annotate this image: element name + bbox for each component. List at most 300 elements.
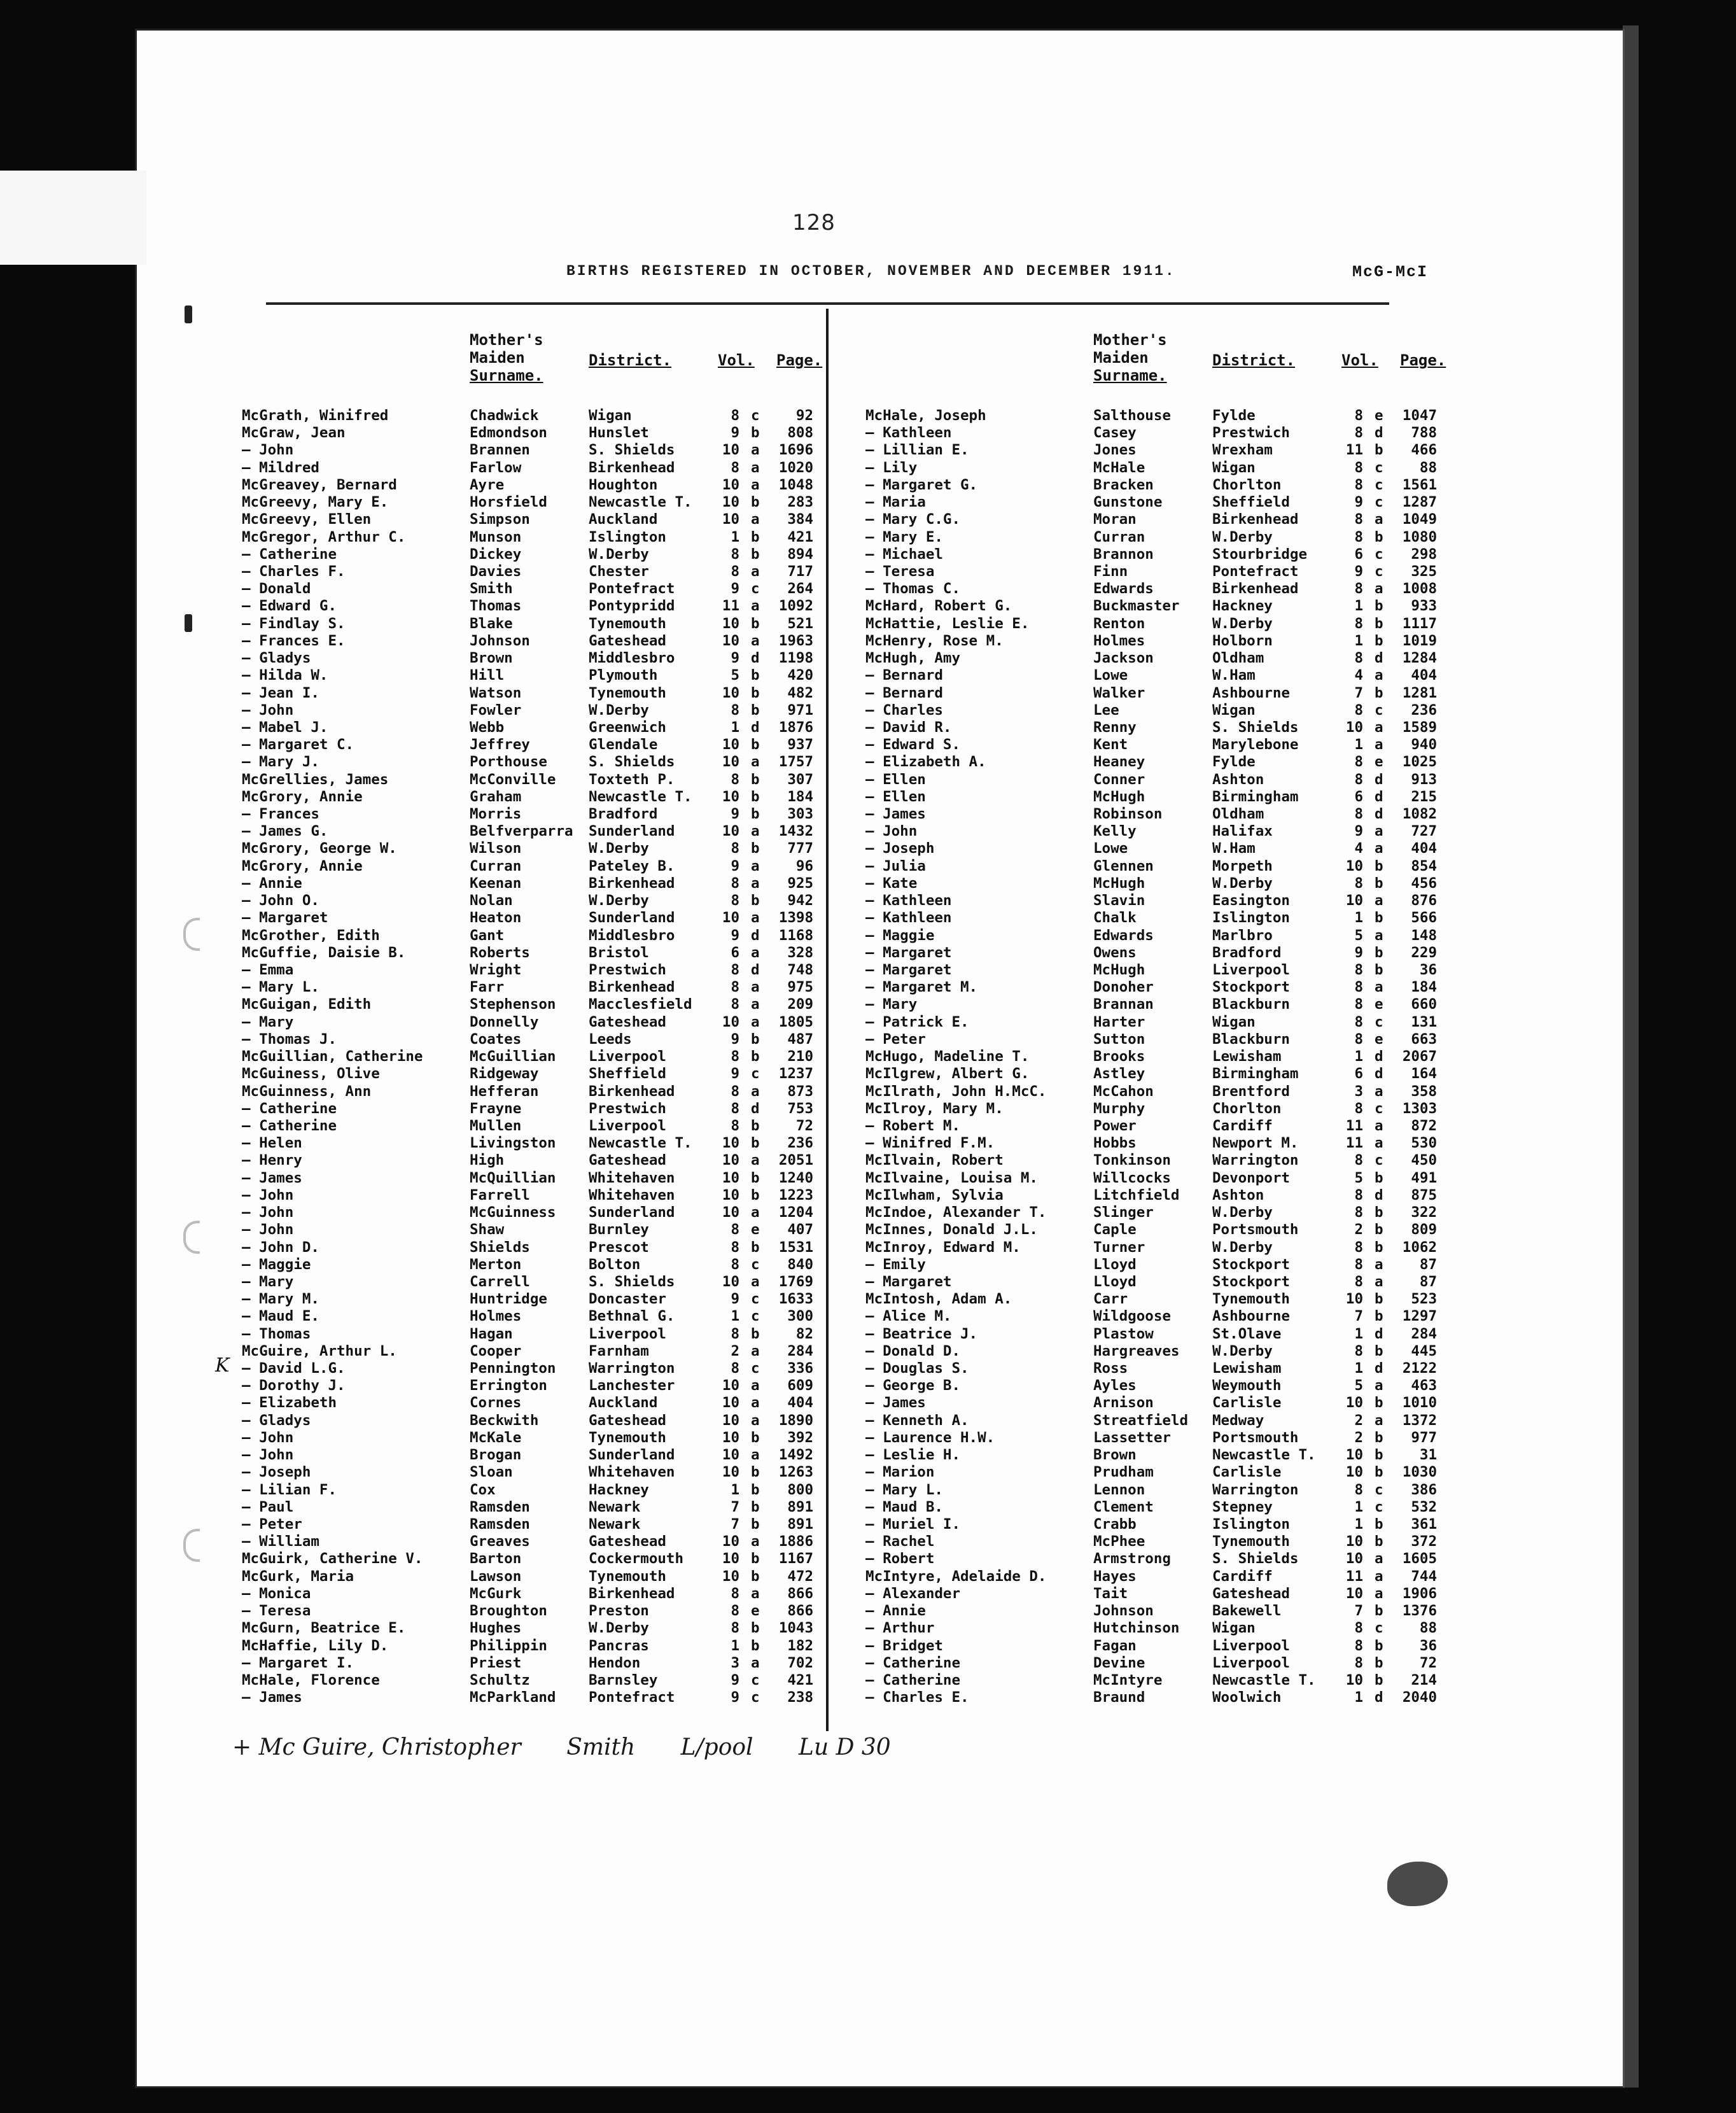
mother-maiden-surname: McHugh xyxy=(1093,874,1145,892)
page-ref: 472 xyxy=(787,1568,813,1585)
volume-section: a xyxy=(751,1447,760,1464)
page-ref: 523 xyxy=(1411,1291,1437,1308)
child-name: — Marion xyxy=(865,1464,935,1481)
page-ref: 36 xyxy=(1419,962,1437,978)
volume: 8 xyxy=(1354,1013,1363,1030)
mother-maiden-surname: Donoher xyxy=(1093,979,1154,996)
page-ref: 876 xyxy=(1411,892,1437,909)
child-name: McIlroy, Mary M. xyxy=(865,1100,1004,1117)
volume: 10 xyxy=(1345,1550,1363,1568)
volume-section: c xyxy=(1375,476,1383,493)
volume: 8 xyxy=(731,1083,739,1100)
district: W.Derby xyxy=(589,840,649,857)
child-name: — Henry xyxy=(242,1152,302,1169)
district: Gateshead xyxy=(1212,1585,1290,1602)
volume: 10 xyxy=(1345,1291,1363,1308)
mother-maiden-surname: Wilson xyxy=(470,840,522,857)
volume-section: c xyxy=(751,1308,760,1325)
district: Lewisham xyxy=(1212,1048,1282,1065)
volume-section: a xyxy=(751,1204,760,1221)
district: Hackney xyxy=(1212,598,1273,615)
page-ref: 307 xyxy=(787,771,813,788)
page-ref: 1284 xyxy=(1402,650,1437,667)
mother-maiden-surname: Shields xyxy=(470,1239,530,1256)
page-ref: 660 xyxy=(1411,996,1437,1013)
district: Prescot xyxy=(589,1239,649,1256)
mother-maiden-surname: Jackson xyxy=(1093,650,1154,667)
volume: 1 xyxy=(1354,1498,1363,1515)
page-ref: 977 xyxy=(1411,1429,1437,1446)
page-ref: 971 xyxy=(787,701,813,719)
volume-section: a xyxy=(751,909,760,927)
child-name: — Charles E. xyxy=(865,1689,969,1706)
child-name: — Douglas S. xyxy=(865,1360,969,1377)
mother-maiden-surname: Heaton xyxy=(470,909,522,927)
child-name: — Margaret xyxy=(865,962,952,978)
volume-section: c xyxy=(751,1291,760,1308)
mother-maiden-surname: Hill xyxy=(470,667,505,684)
page-ref: 303 xyxy=(787,806,813,823)
district: Birkenhead xyxy=(1212,511,1299,528)
volume-section: b xyxy=(751,1620,760,1637)
mother-maiden-surname: Lawson xyxy=(470,1568,522,1585)
volume-section: b xyxy=(751,494,760,511)
volume-section: b xyxy=(751,1048,760,1065)
district: Doncaster xyxy=(589,1291,666,1308)
volume-section: b xyxy=(751,545,760,563)
child-name: McGreavey, Bernard xyxy=(242,476,397,493)
page-ref: 36 xyxy=(1419,1637,1437,1654)
child-name: — James xyxy=(242,1169,302,1186)
volume: 9 xyxy=(731,806,739,823)
volume-section: a xyxy=(751,1394,760,1412)
district: Fylde xyxy=(1212,754,1256,771)
child-name: — John D. xyxy=(242,1239,319,1256)
district: Plymouth xyxy=(589,667,658,684)
district: S. Shields xyxy=(589,754,675,771)
child-name: — Mary J. xyxy=(242,754,319,771)
mother-maiden-surname: Ayre xyxy=(470,476,505,493)
volume-section: c xyxy=(1375,1620,1383,1637)
district: Newcastle T. xyxy=(589,788,692,805)
district: Warrington xyxy=(589,1360,675,1377)
page-ref: 236 xyxy=(1411,701,1437,719)
district: Ashbourne xyxy=(1212,1308,1290,1325)
district: Wigan xyxy=(1212,1620,1256,1637)
volume: 8 xyxy=(731,771,739,788)
child-name: — John xyxy=(865,823,918,840)
volume: 9 xyxy=(1354,563,1363,580)
district: Birkenhead xyxy=(589,1585,675,1602)
volume-section: a xyxy=(1375,1256,1383,1273)
child-name: — Margaret M. xyxy=(865,979,978,996)
district: Birkenhead xyxy=(589,979,675,996)
child-name: — Margaret C. xyxy=(242,736,354,754)
volume-section: b xyxy=(1375,1464,1383,1481)
page-ref: 2067 xyxy=(1402,1048,1437,1065)
district: Tynemouth xyxy=(1212,1291,1290,1308)
volume: 8 xyxy=(731,459,739,476)
volume-section: a xyxy=(751,874,760,892)
volume-section: a xyxy=(1375,1135,1383,1152)
child-name: — Catherine xyxy=(865,1654,961,1671)
page-ref: 2122 xyxy=(1402,1360,1437,1377)
mother-maiden-surname: Dickey xyxy=(470,545,522,563)
volume: 8 xyxy=(731,1325,739,1342)
volume: 9 xyxy=(731,1030,739,1048)
volume-section: a xyxy=(1375,979,1383,996)
child-name: — Margaret xyxy=(865,944,952,961)
district: Liverpool xyxy=(589,1325,666,1342)
district: Marylebone xyxy=(1212,736,1299,754)
page-ref: 891 xyxy=(787,1516,813,1533)
volume: 8 xyxy=(1354,580,1363,598)
mother-maiden-surname: Renny xyxy=(1093,719,1137,736)
mother-maiden-surname: Blake xyxy=(470,615,513,632)
volume: 10 xyxy=(722,1186,739,1204)
child-name: McGregor, Arthur C. xyxy=(242,528,406,545)
page-ref: 1906 xyxy=(1402,1585,1437,1602)
child-name: McHugh, Amy xyxy=(865,650,961,667)
volume-section: a xyxy=(751,823,760,840)
mother-maiden-surname: Salthouse xyxy=(1093,407,1171,424)
child-name: — Maria xyxy=(865,494,926,511)
page-ref: 87 xyxy=(1419,1256,1437,1273)
district: Macclesfield xyxy=(589,996,692,1013)
volume-section: d xyxy=(1375,1065,1383,1083)
page-ref: 566 xyxy=(1411,909,1437,927)
punch-mark xyxy=(185,614,192,632)
page-ref: 1047 xyxy=(1402,407,1437,424)
mother-maiden-surname: Turner xyxy=(1093,1239,1145,1256)
page-ref: 386 xyxy=(1411,1481,1437,1498)
district: Liverpool xyxy=(1212,1654,1290,1671)
volume-section: a xyxy=(751,1013,760,1030)
volume: 10 xyxy=(722,494,739,511)
mother-maiden-surname: Ridgeway xyxy=(470,1065,539,1083)
mother-maiden-surname: Streatfield xyxy=(1093,1412,1189,1429)
child-name: — Thomas J. xyxy=(242,1030,337,1048)
child-name: — Winifred F.M. xyxy=(865,1135,995,1152)
volume-section: b xyxy=(751,1516,760,1533)
mother-maiden-surname: Casey xyxy=(1093,425,1137,442)
volume-section: b xyxy=(751,771,760,788)
district: S. Shields xyxy=(589,1273,675,1290)
handwritten-entry xyxy=(232,1734,929,1760)
mother-maiden-surname: McKale xyxy=(470,1429,522,1446)
volume-section: d xyxy=(1375,806,1383,823)
district: Wigan xyxy=(1212,1013,1256,1030)
child-name: — Bernard xyxy=(865,684,943,701)
mother-maiden-surname: Johnson xyxy=(470,632,530,649)
volume: 9 xyxy=(731,580,739,598)
mother-maiden-surname: Brown xyxy=(1093,1447,1137,1464)
volume: 8 xyxy=(1354,1256,1363,1273)
volume: 8 xyxy=(731,1603,739,1620)
child-name: — John O. xyxy=(242,892,319,909)
volume: 7 xyxy=(1354,1603,1363,1620)
volume: 8 xyxy=(1354,1100,1363,1117)
volume: 6 xyxy=(1354,788,1363,805)
child-name: — Gladys xyxy=(242,1412,311,1429)
child-name: — Arthur xyxy=(865,1620,935,1637)
district: Brentford xyxy=(1212,1083,1290,1100)
mother-maiden-surname: Tait xyxy=(1093,1585,1128,1602)
mother-maiden-surname: McQuillian xyxy=(470,1169,556,1186)
child-name: McIndoe, Alexander T. xyxy=(865,1204,1047,1221)
volume: 8 xyxy=(1354,1481,1363,1498)
child-name: — Margaret xyxy=(242,909,328,927)
child-name: — Alexander xyxy=(865,1585,961,1602)
mother-maiden-surname: McConville xyxy=(470,771,556,788)
mother-maiden-surname: Thomas xyxy=(470,598,522,615)
volume-section: b xyxy=(1375,1637,1383,1654)
district: Stourbridge xyxy=(1212,545,1308,563)
child-name: — Maud B. xyxy=(865,1498,943,1515)
child-name: McIntyre, Adelaide D. xyxy=(865,1568,1047,1585)
page-ref: 283 xyxy=(787,494,813,511)
volume: 9 xyxy=(731,425,739,442)
mother-maiden-surname: Hargreaves xyxy=(1093,1342,1180,1359)
child-name: — Mary xyxy=(242,1273,294,1290)
mother-maiden-surname: Brannon xyxy=(1093,545,1154,563)
district: Liverpool xyxy=(589,1048,666,1065)
district: Easington xyxy=(1212,892,1290,909)
volume: 1 xyxy=(1354,1689,1363,1706)
volume-section: c xyxy=(1375,1498,1383,1515)
margin-mark: K xyxy=(215,1354,230,1377)
district: Blackburn xyxy=(1212,996,1290,1013)
volume: 10 xyxy=(722,1135,739,1152)
volume: 10 xyxy=(722,1394,739,1412)
child-name: — Catherine xyxy=(242,545,337,563)
child-name: — Charles F. xyxy=(242,563,346,580)
volume: 6 xyxy=(1354,545,1363,563)
volume: 1 xyxy=(731,1637,739,1654)
mother-maiden-surname: Litchfield xyxy=(1093,1186,1180,1204)
volume-section: a xyxy=(1375,1412,1383,1429)
page-ref: 1263 xyxy=(778,1464,813,1481)
volume: 8 xyxy=(1354,615,1363,632)
child-name: — Hilda W. xyxy=(242,667,328,684)
district: Islington xyxy=(1212,1516,1290,1533)
volume-section: a xyxy=(1375,1117,1383,1134)
volume: 8 xyxy=(731,962,739,978)
page-ref: 1303 xyxy=(1402,1100,1437,1117)
district: Sheffield xyxy=(589,1065,666,1083)
mother-maiden-surname: Ramsden xyxy=(470,1516,530,1533)
page-ref: 1372 xyxy=(1402,1412,1437,1429)
child-name: — Paul xyxy=(242,1498,294,1515)
volume: 6 xyxy=(731,944,739,961)
volume-section: d xyxy=(1375,771,1383,788)
volume-section: b xyxy=(1375,1671,1383,1688)
child-name: — Mary L. xyxy=(242,979,319,996)
mother-maiden-surname: Ramsden xyxy=(470,1498,530,1515)
mother-maiden-surname: Porthouse xyxy=(470,754,547,771)
volume-section: d xyxy=(1375,1186,1383,1204)
volume: 8 xyxy=(731,701,739,719)
mother-maiden-surname: Cornes xyxy=(470,1394,522,1412)
child-name: — Thomas C. xyxy=(865,580,961,598)
district: Birkenhead xyxy=(1212,580,1299,598)
child-name: McHugo, Madeline T. xyxy=(865,1048,1030,1065)
volume: 8 xyxy=(1354,1186,1363,1204)
mother-maiden-surname: Frayne xyxy=(470,1100,522,1117)
volume-section: a xyxy=(751,1273,760,1290)
mother-maiden-surname: Holmes xyxy=(1093,632,1145,649)
volume: 1 xyxy=(1354,598,1363,615)
district: Burnley xyxy=(589,1221,649,1239)
district: Middlesbro xyxy=(589,927,675,944)
mother-maiden-surname: Hagan xyxy=(470,1325,513,1342)
handwritten-mother: Smith xyxy=(566,1734,636,1760)
child-name: — Edward S. xyxy=(865,736,961,754)
volume-section: b xyxy=(1375,1429,1383,1446)
district: W.Derby xyxy=(1212,1342,1273,1359)
mother-maiden-surname: Lloyd xyxy=(1093,1273,1137,1290)
mother-maiden-surname: Fagan xyxy=(1093,1637,1137,1654)
page-ref: 925 xyxy=(787,874,813,892)
volume: 10 xyxy=(722,1152,739,1169)
district: Tynemouth xyxy=(589,684,666,701)
child-name: — Mildred xyxy=(242,459,319,476)
mother-maiden-surname: High xyxy=(470,1152,505,1169)
mother-maiden-surname: Hefferan xyxy=(470,1083,539,1100)
handwritten-district: L/pool xyxy=(680,1734,753,1760)
mother-maiden-surname: Murphy xyxy=(1093,1100,1145,1117)
child-name: — Donald xyxy=(242,580,311,598)
mother-maiden-surname: Caple xyxy=(1093,1221,1137,1239)
volume-section: b xyxy=(751,1464,760,1481)
volume: 11 xyxy=(1345,1568,1363,1585)
volume: 6 xyxy=(1354,1065,1363,1083)
volume: 10 xyxy=(722,1204,739,1221)
district: Greenwich xyxy=(589,719,666,736)
volume: 3 xyxy=(1354,1083,1363,1100)
child-name: McHale, Joseph xyxy=(865,407,986,424)
volume: 9 xyxy=(731,1291,739,1308)
district: Weymouth xyxy=(1212,1377,1282,1394)
mother-maiden-surname: Curran xyxy=(1093,528,1145,545)
district: Newark xyxy=(589,1498,641,1515)
district: Halifax xyxy=(1212,823,1273,840)
volume-section: b xyxy=(1375,1308,1383,1325)
volume: 9 xyxy=(1354,944,1363,961)
mother-maiden-surname: McPhee xyxy=(1093,1533,1145,1550)
page-ref: 1168 xyxy=(778,927,813,944)
district: Pancras xyxy=(589,1637,649,1654)
mother-maiden-surname: Lassetter xyxy=(1093,1429,1171,1446)
district: Farnham xyxy=(589,1342,649,1359)
page-ref: 404 xyxy=(1411,667,1437,684)
volume-section: a xyxy=(751,442,760,459)
child-name: — Jean I. xyxy=(242,684,319,701)
volume: 7 xyxy=(1354,1308,1363,1325)
volume-section: b xyxy=(751,1568,760,1585)
district: Newcastle T. xyxy=(1212,1671,1316,1688)
volume: 9 xyxy=(731,857,739,874)
volume-section: b xyxy=(751,684,760,701)
volume: 8 xyxy=(1354,962,1363,978)
mother-maiden-surname: Pennington xyxy=(470,1360,556,1377)
volume: 10 xyxy=(722,909,739,927)
child-name: — Kate xyxy=(865,874,918,892)
volume-section: b xyxy=(751,528,760,545)
volume: 10 xyxy=(722,754,739,771)
volume-section: d xyxy=(1375,788,1383,805)
district: Hackney xyxy=(589,1481,649,1498)
volume-section: b xyxy=(1375,874,1383,892)
page-ref: 753 xyxy=(787,1100,813,1117)
volume: 8 xyxy=(1354,1637,1363,1654)
volume-section: c xyxy=(1375,1100,1383,1117)
volume-section: b xyxy=(751,1637,760,1654)
mother-maiden-surname: Sutton xyxy=(1093,1030,1145,1048)
volume-section: b xyxy=(1375,442,1383,459)
volume-section: b xyxy=(751,1135,760,1152)
volume-section: e xyxy=(1375,407,1383,424)
page-ref: 1204 xyxy=(778,1204,813,1221)
volume-section: b xyxy=(1375,944,1383,961)
volume: 1 xyxy=(1354,1048,1363,1065)
mother-maiden-surname: Chadwick xyxy=(470,407,539,424)
child-name: McHard, Robert G. xyxy=(865,598,1012,615)
volume-section: a xyxy=(1375,823,1383,840)
district: Barnsley xyxy=(589,1671,658,1688)
child-name: — Maud E. xyxy=(242,1308,319,1325)
volume-section: a xyxy=(1375,1585,1383,1602)
child-name: — Frances E. xyxy=(242,632,346,649)
district: Pontefract xyxy=(1212,563,1299,580)
page-ref: 209 xyxy=(787,996,813,1013)
page-ref: 808 xyxy=(787,425,813,442)
volume: 10 xyxy=(722,684,739,701)
volume-section: b xyxy=(751,736,760,754)
mother-maiden-surname: Brooks xyxy=(1093,1048,1145,1065)
volume: 8 xyxy=(1354,771,1363,788)
page-ref: 148 xyxy=(1411,927,1437,944)
mother-maiden-surname: Lloyd xyxy=(1093,1256,1137,1273)
page-ref: 777 xyxy=(787,840,813,857)
volume: 10 xyxy=(722,1533,739,1550)
volume-section: b xyxy=(1375,1447,1383,1464)
district: W.Derby xyxy=(1212,1239,1273,1256)
mother-maiden-surname: Prudham xyxy=(1093,1464,1154,1481)
volume-section: a xyxy=(751,1412,760,1429)
volume-section: c xyxy=(751,1256,760,1273)
volume: 8 xyxy=(731,545,739,563)
mother-maiden-surname: Brogan xyxy=(470,1447,522,1464)
district: W.Ham xyxy=(1212,667,1256,684)
district: Bradford xyxy=(589,806,658,823)
child-name: — Catherine xyxy=(242,1100,337,1117)
volume: 10 xyxy=(722,736,739,754)
district: Warrington xyxy=(1212,1152,1299,1169)
child-name: — Mary C.G. xyxy=(865,511,961,528)
volume: 10 xyxy=(722,442,739,459)
volume: 8 xyxy=(731,407,739,424)
district: Birmingham xyxy=(1212,788,1299,805)
mother-maiden-surname: Holmes xyxy=(470,1308,522,1325)
mother-maiden-surname: Conner xyxy=(1093,771,1145,788)
district: Medway xyxy=(1212,1412,1264,1429)
district: Newcastle T. xyxy=(589,494,692,511)
child-name: McGuiness, Olive xyxy=(242,1065,380,1083)
district: Bolton xyxy=(589,1256,641,1273)
volume-section: e xyxy=(751,1221,760,1239)
volume: 10 xyxy=(722,1412,739,1429)
